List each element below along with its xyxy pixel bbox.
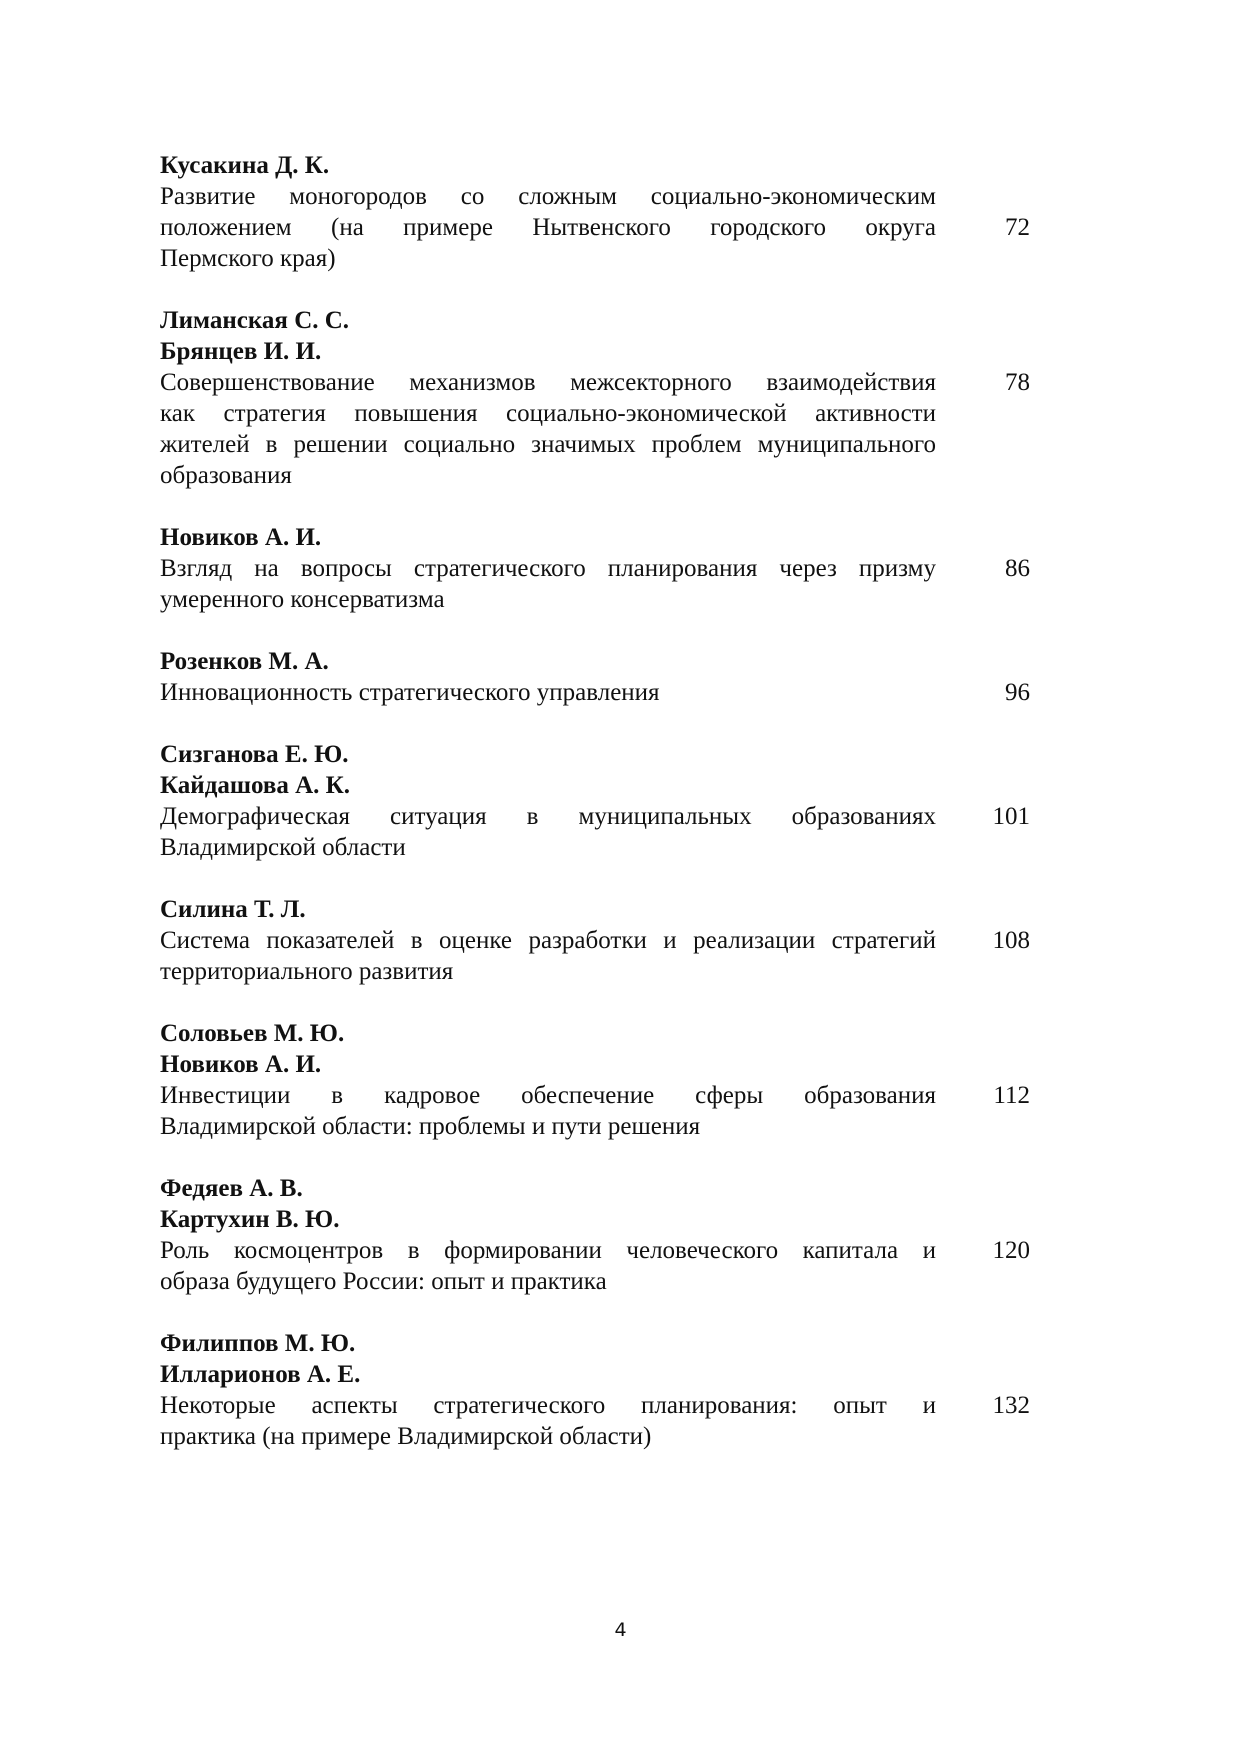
toc-entry — [160, 1328, 1030, 1452]
entry-page-number: 96 — [1005, 679, 1030, 706]
entry-author: Федяев А. В. — [160, 1175, 303, 1202]
entry-title — [160, 1235, 936, 1297]
entry-row — [160, 925, 1030, 987]
table-of-contents — [160, 150, 1030, 1483]
entry-page-number: 86 — [1005, 555, 1030, 582]
entry-author: Новиков А. И. — [160, 524, 322, 551]
entry-title-line: как стратегия повышения социально-экономической активности — [160, 400, 936, 427]
entry-title-line: Роль космоцентров в формировании человеческого капитала и — [160, 1237, 936, 1264]
entry-author: Илларионов А. Е. — [160, 1361, 361, 1388]
entry-title-line: практика (на примере Владимирской области) — [160, 1423, 652, 1450]
entry-title — [160, 1390, 936, 1452]
entry-author: Лиманская С. С. — [160, 307, 350, 334]
entry-title — [160, 181, 936, 274]
toc-entry — [160, 305, 1030, 491]
entry-row — [160, 1235, 1030, 1297]
entry-page-number: 108 — [992, 927, 1030, 954]
entry-title — [160, 801, 936, 863]
entry-page-number: 101 — [992, 803, 1030, 830]
entry-row — [160, 1080, 1030, 1142]
entry-title-line: жителей в решении социально значимых проблем муниципального — [160, 431, 936, 458]
entry-row — [160, 181, 1030, 274]
entry-title-line: Владимирской области — [160, 834, 406, 861]
entry-author: Новиков А. И. — [160, 1051, 322, 1078]
toc-entry — [160, 739, 1030, 863]
entry-title-line: Система показателей в оценке разработки и реализации стратегий — [160, 927, 936, 954]
entry-title — [160, 677, 936, 708]
entry-author: Сизганова Е. Ю. — [160, 741, 349, 768]
entry-title-line: образа будущего России: опыт и практика — [160, 1268, 607, 1295]
entry-row — [160, 677, 1030, 708]
entry-page-number: 120 — [992, 1237, 1030, 1264]
page-number: 4 — [614, 1619, 627, 1641]
toc-entry — [160, 646, 1030, 708]
entry-author: Силина Т. Л. — [160, 896, 306, 923]
entry-title-line: Развитие моногородов со сложным социально-экономическим — [160, 183, 936, 210]
entry-row — [160, 367, 1030, 491]
entry-author: Брянцев И. И. — [160, 338, 322, 365]
toc-entry — [160, 1173, 1030, 1297]
entry-title — [160, 1080, 936, 1142]
entry-page-number: 72 — [1005, 214, 1030, 241]
entry-page-number: 78 — [1005, 369, 1030, 396]
entry-author: Филиппов М. Ю. — [160, 1330, 356, 1357]
entry-title — [160, 367, 936, 491]
entry-row — [160, 801, 1030, 863]
entry-page-number: 112 — [993, 1082, 1030, 1109]
entry-author: Кусакина Д. К. — [160, 152, 330, 179]
entry-title-line: образования — [160, 462, 292, 489]
entry-author: Соловьев М. Ю. — [160, 1020, 345, 1047]
entry-title-line: Пермского края) — [160, 245, 336, 272]
entry-title — [160, 925, 936, 987]
entry-title-line: Инвестиции в кадровое обеспечение сферы образования — [160, 1082, 936, 1109]
toc-entry — [160, 150, 1030, 274]
toc-entry — [160, 522, 1030, 615]
entry-title-line: Демографическая ситуация в муниципальных образованиях — [160, 803, 936, 830]
entry-page-number: 132 — [992, 1392, 1030, 1419]
entry-title-line: положением (на примере Нытвенского городского округа — [160, 214, 936, 241]
toc-entry — [160, 1018, 1030, 1142]
entry-author: Картухин В. Ю. — [160, 1206, 340, 1233]
entry-title-line: Инновационность стратегического управления — [160, 679, 660, 706]
entry-title-line: умеренного консерватизма — [160, 586, 445, 613]
entry-row — [160, 553, 1030, 615]
entry-title — [160, 553, 936, 615]
entry-title-line: территориального развития — [160, 958, 454, 985]
entry-title-line: Владимирской области: проблемы и пути решения — [160, 1113, 701, 1140]
entry-title-line: Взгляд на вопросы стратегического планирования через призму — [160, 555, 936, 582]
entry-title-line: Совершенствование механизмов межсекторного взаимодействия — [160, 369, 936, 396]
entry-author: Розенков М. А. — [160, 648, 329, 675]
toc-entry — [160, 894, 1030, 987]
entry-title-line: Некоторые аспекты стратегического планирования: опыт и — [160, 1392, 936, 1419]
entry-row — [160, 1390, 1030, 1452]
entry-author: Кайдашова А. К. — [160, 772, 351, 799]
